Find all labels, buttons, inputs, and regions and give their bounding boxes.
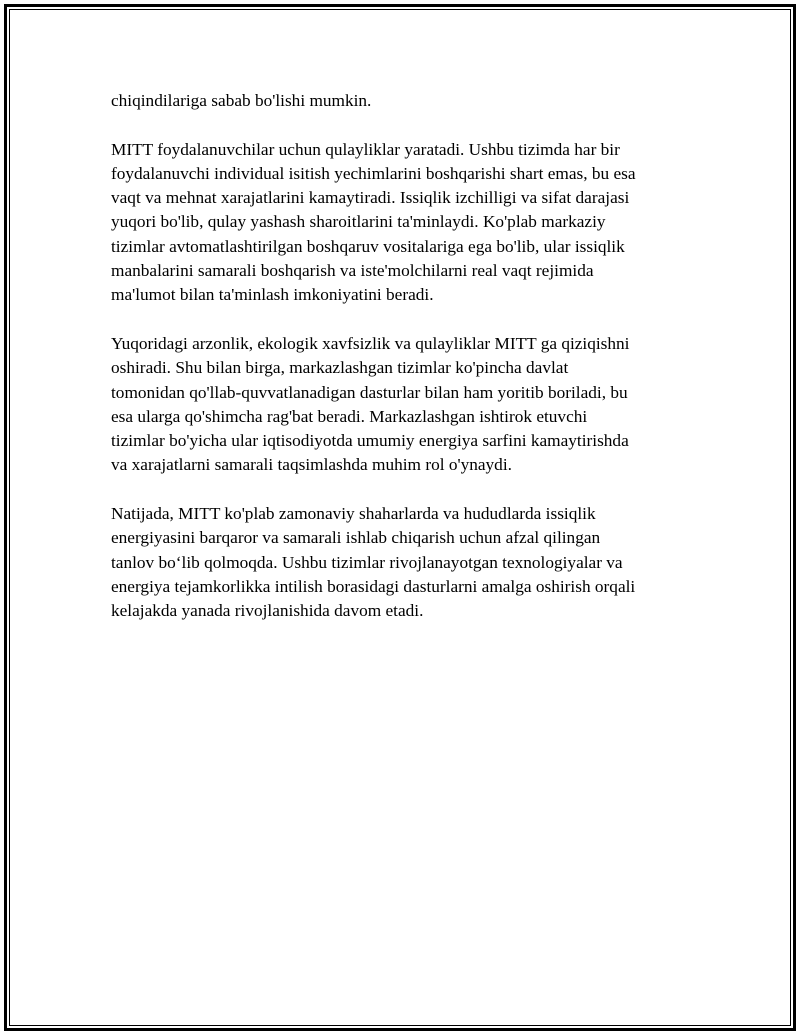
paragraph-interest: Yuqoridagi arzonlik, ekologik xavfsizlik va qulayliklar MITT ga qiziqishni oshiradi. Shu bilan birga, markazlashgan tizimlar ko'pincha davlat tomonidan qo'llab-quvvatlanadigan dasturlar bilan ham yoritib boriladi, bu esa ularga qo'shimcha rag'bat beradi. Markazlashgan ishtirok etuvchi tizimlar bo'yicha ular iqtisodiyotda umumiy energiya sarfini kamaytirishda va xarajatlarni samarali taqsimlashda muhim rol o'ynaydi.: [111, 333, 630, 475]
document-body: [111, 89, 691, 648]
paragraph-convenience: MITT foydalanuvchilar uchun qulayliklar yaratadi. Ushbu tizimda har bir foydalanuvchi individual isitish yechimlarini boshqarishi shart emas, bu esa vaqt va mehnat xarajatlarini kamaytiradi. Issiqlik izchilligi va sifat darajasi yuqori bo'lib, qulay yashash sharoitlarini ta'minlaydi. Ko'plab markaziy tizimlar avtomatlashtirilgan boshqaruv vositalariga ega bo'lib, ular issiqlik manbalarini samarali boshqarish va iste'molchilarni real vaqt rejimida ma'lumot bilan ta'minlash imkoniyatini beradi.: [111, 139, 636, 305]
paragraph-conclusion: Natijada, MITT ko'plab zamonaviy shaharlarda va hududlarda issiqlik energiyasini barqaror va samarali ishlab chiqarish uchun afzal qilingan tanlov bo‘lib qolmoqda. Ushbu tizimlar rivojlanayotgan texnologiyalar va energiya tejamkorlikka intilish borasidagi dasturlarni amalga oshirish orqali kelajakda yanada rivojlanishida davom etadi.: [111, 504, 636, 621]
paragraph-continuation: chiqindilariga sabab bo'lishi mumkin.: [111, 91, 372, 110]
